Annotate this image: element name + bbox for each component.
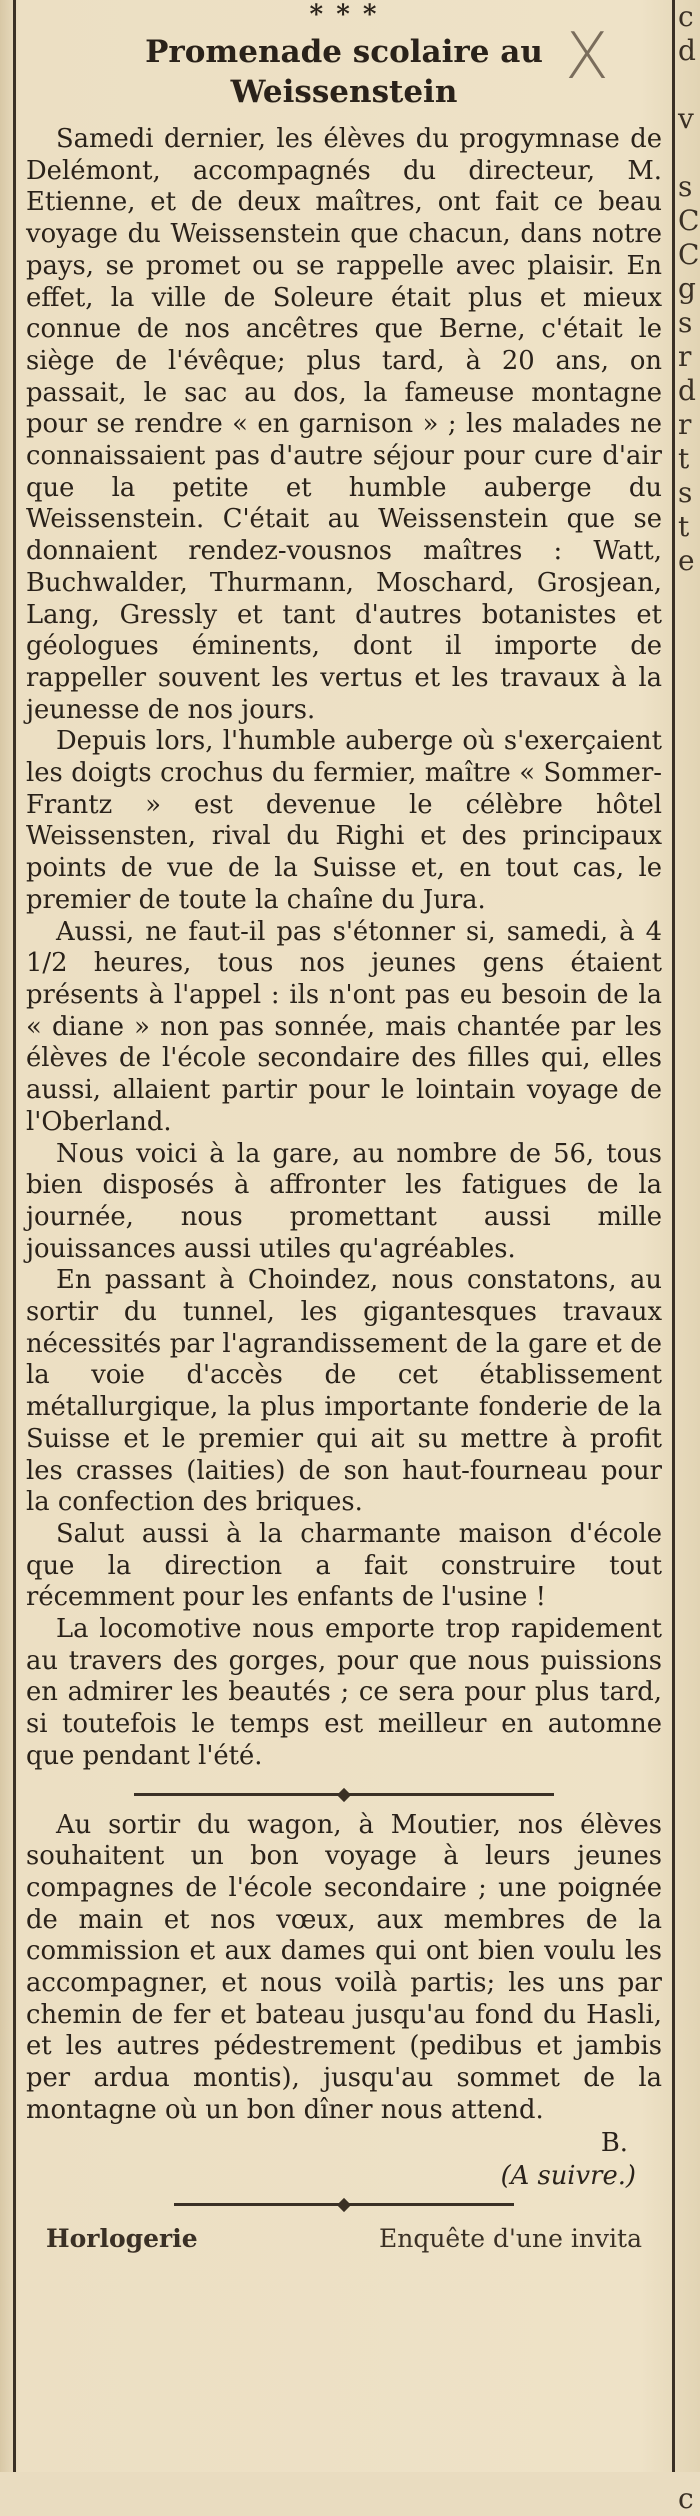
column-fragment-letter <box>678 1394 700 1428</box>
right-column-rule <box>672 0 675 2472</box>
paragraph: Salut aussi à la charmante maison d'école que la direction a fait construire tout récemment pour les enfants de l'usine ! <box>26 1518 662 1613</box>
column-fragment-letter <box>678 1462 700 1496</box>
column-fragment-letter <box>678 714 700 748</box>
column-fragment-letter <box>678 1632 700 1666</box>
column-fragment-letter: g <box>678 272 696 305</box>
paragraph: Nous voici à la gare, au nombre de 56, tous bien disposés à affronter les fatigues de la journée, nous promettant aussi mille jouissances aussi utiles qu'agréables. <box>26 1138 662 1264</box>
article-body-part-2 <box>26 1810 662 2127</box>
column-fragment-letter <box>678 1700 700 1734</box>
column-fragment-letter <box>678 1870 700 1904</box>
left-column-rule <box>13 0 16 2472</box>
column-fragment-letter: t <box>678 510 690 543</box>
paragraph: Samedi dernier, les élèves du progymnase de Delémont, accompagnés du directeur, M. Etienne, et de deux maîtres, ont fait ce beau voyage du Weissenstein que chacun, dans notre pays, se promet ou se rappelle avec plaisir. En effet, la ville de Soleure était plus et mieux connue de nos ancêtres que Berne, c'était le siège de l'évêque; plus tard, à 20 ans, on passait, le sac au dos, la fameuse montagne pour se rendre « en garnison » ; les malades ne connaissaient pas d'autre séjour pour cure d'air que la petite et humble auberge du Weissenstein. C'était au Weissenstein que se donnaient rendez-vousnos maîtres : Watt, Buchwalder, Thurmann, Moschard, Grosjean, Lang, Gressly et tant d'autres botanistes et géologues éminents, dont il importe de rappeller souvent les vertus et les travaux à la jeunesse de nos jours. <box>26 124 662 725</box>
column-fragment-letter <box>678 1734 700 1768</box>
paragraph: Au sortir du wagon, à Moutier, nos élèves souhaitent un bon voyage à leurs jeunes compagnes de l'école secondaire ; une poignée de main et nos vœux, aux membres de la commission et aux dames qui ont bien voulu les accompagner, et nous voilà partis; les uns par chemin de fer et bateau jusqu'au fond du Hasli, et les autres pédestrement (pedibus et jambis per ardua montis), jusqu'au sommet de la montagne où un bon dîner nous attend. <box>26 1809 662 2125</box>
column-fragment-letter <box>678 748 700 782</box>
column-fragment-letter <box>678 1190 700 1224</box>
column-fragment-letter <box>678 2142 700 2176</box>
column-fragment-letter: s <box>678 170 693 203</box>
column-fragment-letter <box>678 2040 700 2074</box>
column-fragment-letter <box>678 680 700 714</box>
column-fragment-letter <box>678 1564 700 1598</box>
column-fragment-letter <box>678 1088 700 1122</box>
column-fragment-letter <box>678 1360 700 1394</box>
column-fragment-letter <box>678 578 700 612</box>
column-fragment-letter: c <box>678 0 694 33</box>
column-fragment-letter: e <box>678 544 695 577</box>
column-fragment-letter <box>678 1938 700 1972</box>
column-fragment-letter: s <box>678 306 693 339</box>
column-fragment-letter <box>678 1666 700 1700</box>
column-fragment-letter <box>678 1258 700 1292</box>
column-fragment-letter <box>678 816 700 850</box>
column-fragment-letter <box>678 2210 700 2244</box>
column-fragment-letter <box>678 612 700 646</box>
column-fragment-letter: r <box>678 340 692 373</box>
margin-mark: X <box>565 20 609 94</box>
column-fragment-letter <box>678 2380 700 2414</box>
column-fragment-letter <box>678 2346 700 2380</box>
column-fragment-letter <box>678 2278 700 2312</box>
section-stars: * * * <box>309 0 379 30</box>
column-fragment-letter <box>678 2006 700 2040</box>
column-fragment-letter <box>678 1326 700 1360</box>
column-fragment-letter <box>678 1020 700 1054</box>
column-fragment-letter <box>678 986 700 1020</box>
paragraph: Aussi, ne faut-il pas s'étonner si, samedi, à 4 1/2 heures, tous nos jeunes gens étaient présents à l'appel : ils n'ont pas eu besoin de la « diane » non pas sonnée, mais chantée par les élèves de l'école secondaire des filles qui, elles aussi, allaient partir pour le lointain voyage de l'Oberland. <box>26 916 662 1137</box>
next-article-left: Horlogerie <box>46 2223 198 2253</box>
column-fragment-letter <box>678 1122 700 1156</box>
paragraph: Depuis lors, l'humble auberge où s'exerçaient les doigts crochus du fermier, maître « Sommer-Frantz » est devenue le célèbre hôtel Weissensten, rival du Righi et des principaux points de vue de la Suisse et, en tout cas, le premier de toute la chaîne du Jura. <box>26 726 662 915</box>
column-fragment-letter <box>678 1530 700 1564</box>
next-article-right: Enquête d'une invita <box>378 2223 642 2253</box>
column-fragment-letter <box>678 2244 700 2278</box>
ornamental-divider <box>134 1793 554 1796</box>
column-fragment-letter <box>678 884 700 918</box>
column-fragment-letter: d <box>678 374 696 407</box>
column-fragment-letter: C <box>678 238 700 271</box>
column-fragment-letter <box>678 136 700 170</box>
column-fragment-letter <box>678 918 700 952</box>
column-fragment-letter <box>678 2108 700 2142</box>
column-fragment-letter: c <box>678 2482 694 2515</box>
article-title <box>26 32 662 112</box>
column-fragment-letter <box>678 1836 700 1870</box>
column-fragment-letter <box>678 782 700 816</box>
column-fragment-letter: d <box>678 34 696 67</box>
column-fragment-letter <box>678 1496 700 1530</box>
column-fragment-letter <box>678 2176 700 2210</box>
article-body-part-1 <box>26 124 662 1773</box>
column-fragment-letter <box>678 2312 700 2346</box>
title-line-1: Promenade scolaire au <box>145 34 543 70</box>
author-signature: B. <box>600 2127 628 2158</box>
next-article-heading <box>26 2224 662 2253</box>
column-fragment-letter <box>678 1224 700 1258</box>
column-fragment-letter <box>678 850 700 884</box>
to-be-continued: (A suivre.) <box>500 2160 636 2191</box>
column-fragment-letter: r <box>678 408 692 441</box>
column-fragment-letter: s <box>678 476 693 509</box>
column-fragment-letter <box>678 1292 700 1326</box>
column-fragment-letter <box>678 952 700 986</box>
column-fragment-letter <box>678 68 700 102</box>
column-fragment-letter <box>678 2074 700 2108</box>
column-fragment-letter <box>678 1802 700 1836</box>
closing-divider <box>174 2203 514 2206</box>
adjacent-column-fragment <box>678 0 700 2515</box>
article <box>26 0 662 2253</box>
column-fragment-letter <box>678 1428 700 1462</box>
column-fragment-letter: C <box>678 204 700 237</box>
column-fragment-letter <box>678 1598 700 1632</box>
column-fragment-letter: t <box>678 442 690 475</box>
column-fragment-letter <box>678 1156 700 1190</box>
column-fragment-letter <box>678 646 700 680</box>
paragraph: En passant à Choindez, nous constatons, au sortir du tunnel, les gigantesques travaux nécessités par l'agrandissement de la gare et de la voie d'accès de cet établissement métallurgique, la plus importante fonderie de la Suisse et le premier qui ait su mettre à profit les crasses (laities) de son haut-fourneau pour la confection des briques. <box>26 1265 662 1518</box>
title-line-2: Weissenstein <box>230 74 458 110</box>
column-fragment-letter: v <box>678 102 694 135</box>
column-fragment-letter <box>678 2414 700 2448</box>
column-fragment-letter <box>678 2448 700 2482</box>
column-fragment-letter <box>678 1904 700 1938</box>
column-fragment-letter <box>678 1054 700 1088</box>
column-fragment-letter <box>678 1768 700 1802</box>
paragraph: La locomotive nous emporte trop rapidement au travers des gorges, pour que nous puissions en admirer les beautés ; ce sera pour plus tard, si toutefois le temps est meilleur en automne que pendant l'été. <box>26 1614 662 1771</box>
column-fragment-letter <box>678 1972 700 2006</box>
